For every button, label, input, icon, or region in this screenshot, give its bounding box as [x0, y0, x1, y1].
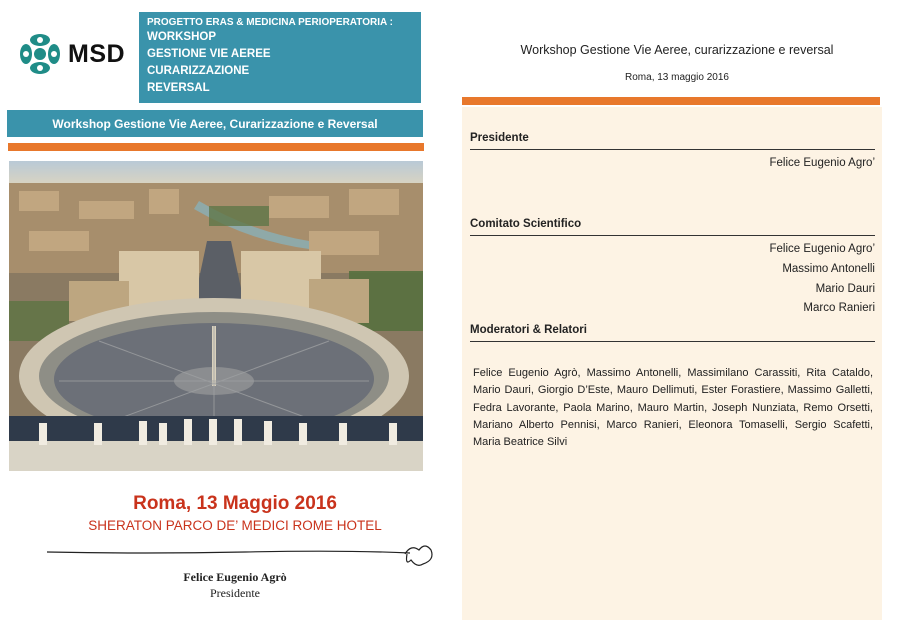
event-date: Roma, 13 Maggio 2016 [133, 493, 337, 514]
program-title: Workshop Gestione Vie Aeree, curarizzazione e reversal [520, 43, 834, 57]
committee-panel [462, 107, 882, 620]
orange-divider [8, 143, 424, 151]
event-venue: SHERATON PARCO DE’ MEDICI ROME HOTEL [88, 518, 382, 533]
project-line: WORKSHOP [147, 31, 216, 43]
program-place-date: Roma, 13 maggio 2016 [625, 72, 729, 83]
president-name: Felice Eugenio Agrò [183, 570, 287, 584]
heading-comitato: Comitato Scientifico [470, 218, 875, 236]
decorative-swash [45, 540, 437, 570]
project-line: CURARIZZAZIONE [147, 65, 250, 77]
president-role: Presidente [210, 586, 260, 600]
msd-logo-text: MSD [68, 39, 126, 68]
project-line: GESTIONE VIE AEREE [147, 48, 271, 60]
msd-logo [20, 34, 125, 74]
project-box [139, 12, 421, 103]
msd-logo-icon [20, 34, 60, 74]
project-title: PROGETTO ERAS & MEDICINA PERIOPERATORIA : [147, 17, 393, 28]
comitato-member: Felice Eugenio Agro’ [769, 243, 875, 255]
heading-presidente: Presidente [470, 132, 875, 150]
project-line: REVERSAL [147, 82, 210, 94]
workshop-title-bar: Workshop Gestione Vie Aeree, Curarizzazione e Reversal [7, 110, 423, 137]
presidente-name: Felice Eugenio Agro’ [769, 157, 875, 169]
comitato-member: Massimo Antonelli [782, 263, 875, 275]
st-peters-square-photo [9, 161, 423, 471]
heading-moderatori: Moderatori & Relatori [470, 324, 875, 342]
orange-divider [462, 97, 880, 105]
comitato-member: Marco Ranieri [803, 302, 875, 314]
moderatori-list: Felice Eugenio Agrò, Massimo Antonelli, Massimilano Carassiti, Rita Cataldo, Mario Dauri, Giorgio D’Este, Mauro Dellimuti, Ester Forastiere, Massimo Galletti, Fedra Lavorante, Paola Marino, Mauro Martin, Joseph Nunziata, Remo Orsetti, Mariano Alberto Pennisi, Marco Ranieri, Eleonora Tomaselli, Sergio Scafetti, Maria Beatrice Silvi [473, 367, 873, 449]
comitato-member: Mario Dauri [815, 283, 875, 295]
